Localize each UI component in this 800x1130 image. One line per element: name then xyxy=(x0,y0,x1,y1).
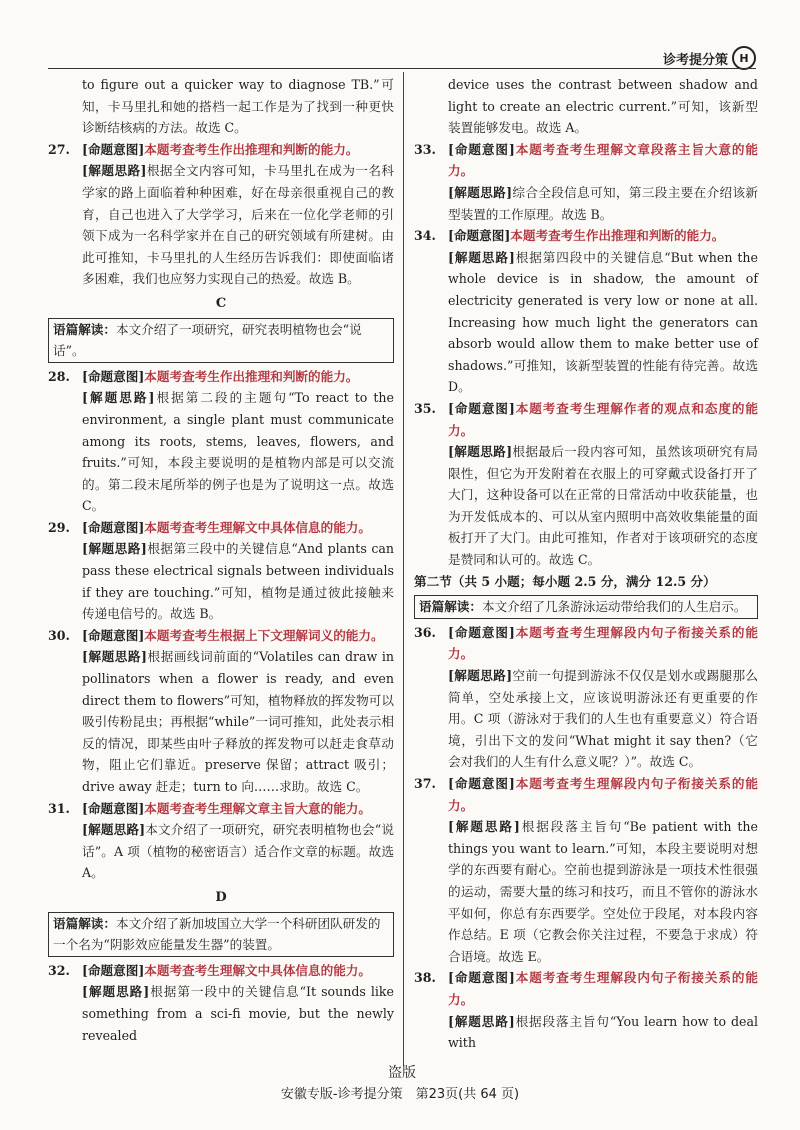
question-35: 35. [命题意图]本题考查考生理解作者的观点和态度的能力。 [解题思路]根据最后一段内容可知，虽然该项研究有局限性，但它为开发附着在衣服上的可穿戴式设备打开了大门，这种设备可以在正常的日常活动中收获能量，也为开发低成本的、可以从室内照明中高效收集能量的面板打开了大门。由此可推知，作者对于该项研究的态度是赞同和认可的。故选 C。 xyxy=(414,400,759,568)
passage-summary-c: 语篇解读：本文介绍了一项研究，研究表明植物也会“说话”。 xyxy=(48,318,394,363)
brand-title: 诊考提分策 xyxy=(662,52,728,68)
header-rule xyxy=(48,68,756,69)
question-34: 34. [命题意图]本题考查考生作出推理和判断的能力。 [解题思路]根据第四段中的关键信息“But when the whole device is in shadow, the amount of electricity generated is very low or none at all. Increasing how much light the generators can absorb would allow them to make better use of shadows.”可推知，该新型装置的性能有待完善。故选 D。 xyxy=(414,228,758,395)
left-column xyxy=(48,74,394,1046)
brand-logo: H xyxy=(732,46,756,70)
page-header xyxy=(663,46,756,70)
section-d: D xyxy=(215,889,227,905)
question-28: 28. [命题意图]本题考查考生作出推理和判断的能力。 [解题思路]根据第二段的主题句“To react to the environment, a single plant must communicate among its roots, stems, leaves, flowers, and fruits.”可知，本段主要说明的是植物内部是可以交流的。第二段末尾所举的例子也是为了说明这一点。故选 C。 xyxy=(48,368,394,514)
question-36: 36. [命题意图]本题考查考生理解段内句子衔接关系的能力。 [解题思路]空前一句提到游泳不仅仅是划水或踢腿那么简单，空处承接上文，应该说明游泳还有更重要的作用。C 项（游泳对于我们的人生也有重要意义）符合语境，引出下文的发问“What might it say then?（它会对我们的人生有什么意义呢？）”。故选 C。 xyxy=(414,624,759,770)
question-27: 27. [命题意图]本题考查考生作出推理和判断的能力。 [解题思路]根据全文内容可知，卡马里扎在成为一名科学家的路上面临着种种困难，好在母亲很重视自己的教育，自己也进入了大学学习，后来在一位化学老师的引领下成为一名科学家并在自己的研究领域有所建树。由此可推知，卡马里扎的人生经历告诉我们：即使面临诸多困难，我们也应努力实现自己的热爱。故选 B。 xyxy=(48,141,395,287)
section-2-heading: 第二节（共 5 小题；每小题 2.5 分，满分 12.5 分） xyxy=(414,573,716,589)
question-37: 37. [命题意图]本题考查考生理解段内句子衔接关系的能力。 [解题思路]根据段落主旨句“Be patient with the things you want to learn.”可知，本段主要说明对想学的东西要有耐心。空前也提到游泳是一项技术性很强的运动，需要大量的练习和技巧，而且不管你的游泳水平如何，你总有东西要学。空处位于段尾，对本段内容作总结。E 项（它教会你关注过程，不要急于求成）符合语境。故选 E。 xyxy=(414,776,759,964)
watermark-stamp: 盗版 xyxy=(388,1065,416,1081)
question-29: 29. [命题意图]本题考查考生理解文中具体信息的能力。 [解题思路]根据第三段中的关键信息“And plants can pass these electrical signals between individuals if they are touching.”可知，植物是通过彼此接触来传递电信号的。故选 B。 xyxy=(48,519,394,622)
passage-summary-d: 语篇解读：本文介绍了新加坡国立大学一个科研团队研发的一个名为“阴影效应能量发生器”的装置。 xyxy=(48,912,394,957)
passage-summary-section2: 语篇解读：本文介绍了几条游泳运动带给我们的人生启示。 xyxy=(414,595,758,619)
question-38: 38. [命题意图]本题考查考生理解段内句子衔接关系的能力。 [解题思路]根据段落主旨句“You learn how to deal with xyxy=(414,970,759,1051)
intro-text-right: device uses the contrast between shadow and light to create an electric current.”可知，该新型装置能够发电。故选 A。 xyxy=(448,77,758,136)
question-32: 32. [命题意图]本题考查考生理解文中具体信息的能力。 [解题思路]根据第一段中的关键信息“It sounds like something from a sci-fi movie, but the newly revealed xyxy=(48,962,394,1043)
question-33: 33. [命题意图]本题考查考生理解文章段落主旨大意的能力。 [解题思路]综合全段信息可知，第三段主要在介绍该新型装置的工作原理。故选 B。 xyxy=(414,141,759,222)
question-30: 30. [命题意图]本题考查考生根据上下文理解词义的能力。 [解题思路]根据画线词前面的“Volatiles can draw in pollinators when a flower is ready, and even direct them to flowers”可知，植物释放的挥发物可以吸引传粉昆虫；再根据“while”一词可推知，此处表示相反的情况，即某些由叶子释放的挥发物可以赶走食草动物，阻止它们靠近。preserve 保留；attract 吸引；drive away 赶走；turn to 向……求助。故选 C。 xyxy=(48,627,395,794)
column-divider xyxy=(403,72,404,1066)
question-31: 31. [命题意图]本题考查考生理解文章主旨大意的能力。 [解题思路]本文介绍了一项研究，研究表明植物也会“说话”。A 项（植物的秘密语言）适合作文章的标题。故选 A。 xyxy=(48,800,394,881)
right-column xyxy=(414,74,758,1054)
page-footer: 安徽专版-诊考提分策 第23页(共 64 页) xyxy=(280,1087,520,1102)
intro-text: to figure out a quicker way to diagnose TB.”可知，卡马里扎和她的搭档一起工作是为了找到一种更快诊断结核病的方法。故选 C。 xyxy=(82,77,394,136)
section-c: C xyxy=(215,295,227,311)
